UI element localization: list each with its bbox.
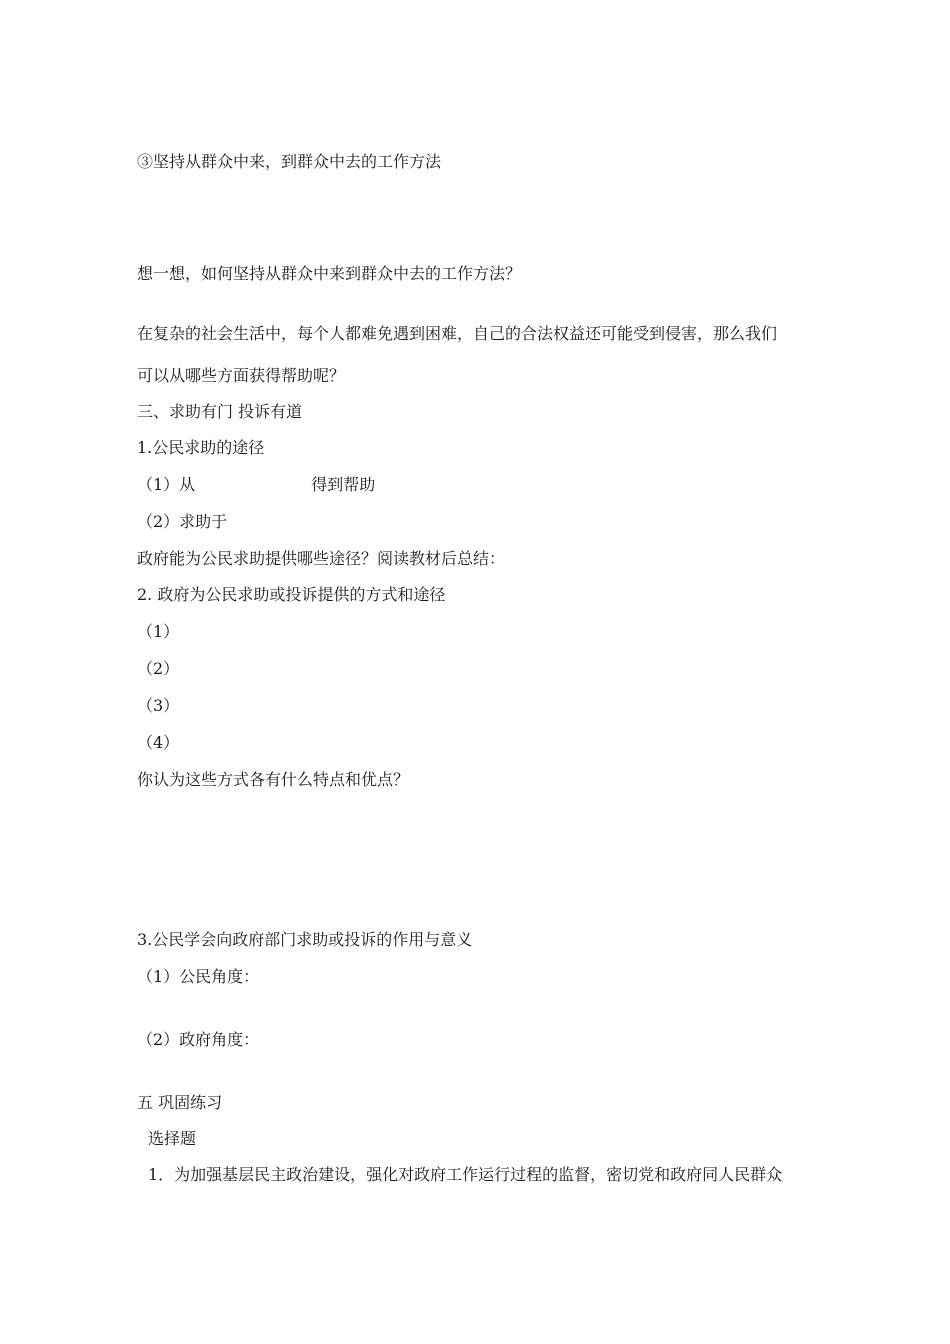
- method-point-3: ③坚持从群众中来，到群众中去的工作方法: [137, 152, 442, 171]
- item-2: （2）: [137, 659, 180, 678]
- section-heading-3: 三、求助有门 投诉有道: [137, 402, 303, 421]
- government-question: 政府能为公民求助提供哪些途径？阅读教材后总结：: [137, 549, 506, 568]
- help-way-1-prefix: （1）从: [137, 475, 196, 494]
- subheading-2: 2. 政府为公民求助或投诉提供的方式和途径: [137, 585, 446, 604]
- item-4: （4）: [137, 733, 180, 752]
- question-1: 1．为加强基层民主政治建设，强化对政府工作运行过程的监督，密切党和政府同人民群众: [148, 1165, 783, 1184]
- feature-question: 你认为这些方式各有什么特点和优点？: [137, 770, 410, 789]
- help-way-2: （2）求助于: [137, 512, 228, 531]
- intro-paragraph-line-2: 可以从哪些方面获得帮助呢？: [137, 366, 346, 385]
- help-way-1: [137, 475, 375, 495]
- intro-paragraph-line-1: 在复杂的社会生活中，每个人都难免遇到困难，自己的合法权益还可能受到侵害，那么我们: [137, 324, 778, 343]
- subheading-1: 1.公民求助的途径: [137, 438, 265, 457]
- subheading-3: 3.公民学会向政府部门求助或投诉的作用与意义: [137, 930, 473, 949]
- government-perspective: （2）政府角度：: [137, 1030, 260, 1049]
- think-question: 想一想，如何坚持从群众中来到群众中去的工作方法？: [137, 264, 522, 283]
- item-1: （1）: [137, 622, 180, 641]
- choice-heading: 选择题: [148, 1129, 197, 1148]
- item-3: （3）: [137, 696, 180, 715]
- help-way-1-suffix: 得到帮助: [311, 475, 376, 494]
- citizen-perspective: （1）公民角度：: [137, 967, 260, 986]
- section-heading-5: 五 巩固练习: [137, 1093, 223, 1112]
